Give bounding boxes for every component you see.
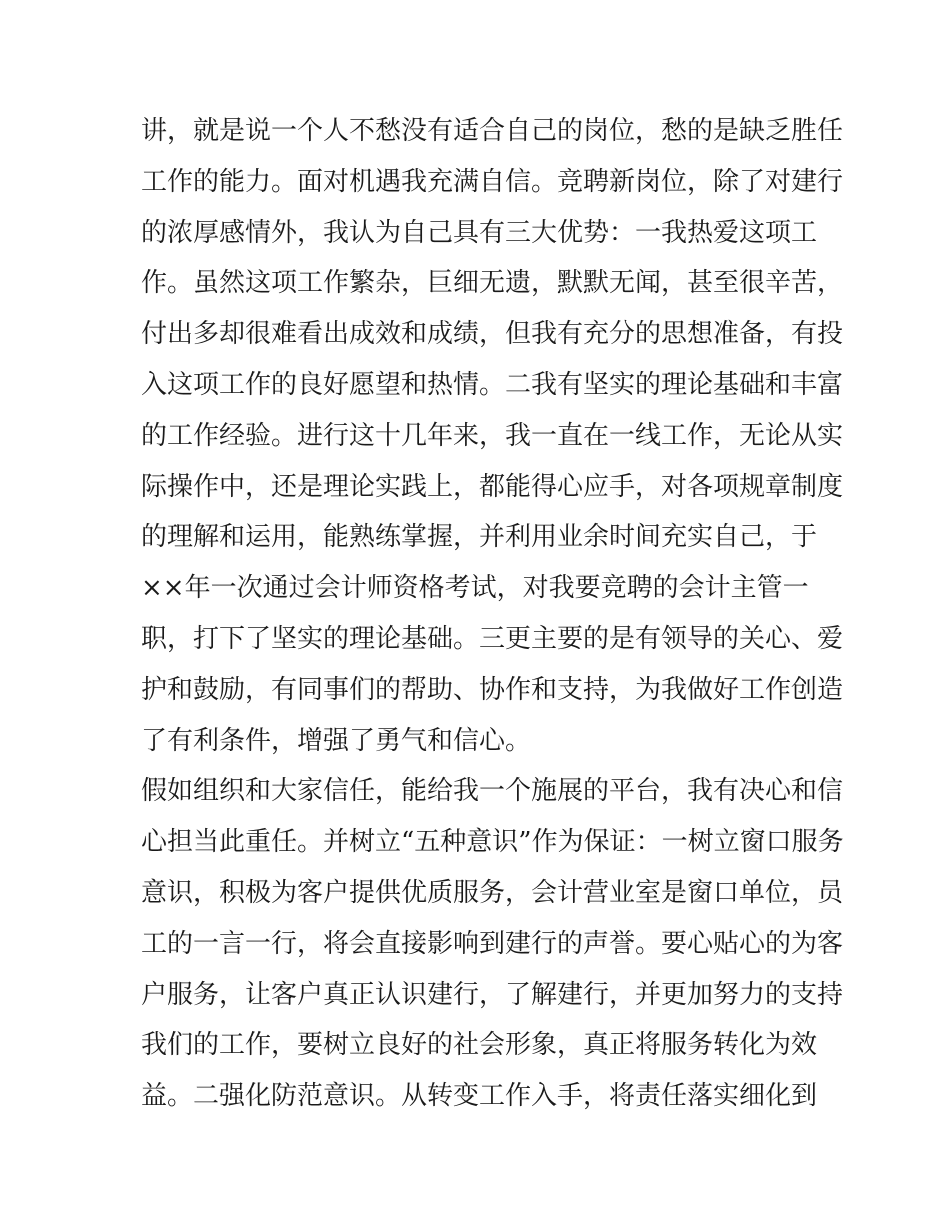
text-line: ××年一次通过会计师资格考试，对我要竞聘的会计主管一: [141, 573, 809, 604]
text-line: 际操作中，还是理论实践上，都能得心应手，对各项规章制度: [141, 471, 844, 502]
text-line: 职，打下了坚实的理论基础。三更主要的是有领导的关心、爱: [141, 623, 844, 654]
text-line: 假如组织和大家信任，能给我一个施展的平台，我有决心和信: [141, 776, 844, 807]
text-line: 户服务，让客户真正认识建行，了解建行，并更加努力的支持: [141, 979, 844, 1010]
text-line: 了有利条件，增强了勇气和信心。: [141, 725, 532, 756]
text-line: 的理解和运用，能熟练掌握，并利用业余时间充实自己，于: [141, 522, 818, 553]
text-line: 的工作经验。进行这十几年来，我一直在一线工作，无论从实: [141, 420, 844, 451]
text-line: 我们的工作，要树立良好的社会形象，真正将服务转化为效: [141, 1030, 818, 1061]
text-line: 工作的能力。面对机遇我充满自信。竞聘新岗位，除了对建行: [141, 166, 844, 197]
text-line: 心担当此重任。并树立“五种意识”作为保证：一树立窗口服务: [141, 827, 844, 858]
text-line: 的浓厚感情外，我认为自己具有三大优势：一我热爱这项工: [141, 217, 818, 248]
text-line: 付出多却很难看出成效和成绩，但我有充分的思想准备，有投: [141, 319, 844, 350]
text-line: 护和鼓励，有同事们的帮助、协作和支持，为我做好工作创造: [141, 674, 844, 705]
text-line: 意识，积极为客户提供优质服务，会计营业室是窗口单位，员: [141, 877, 844, 908]
text-line: 工的一言一行，将会直接影响到建行的声誉。要心贴心的为客: [141, 928, 844, 959]
text-line: 讲，就是说一个人不愁没有适合自己的岗位，愁的是缺乏胜任: [141, 116, 844, 146]
body-text: [141, 106, 844, 1122]
text-line: 作。虽然这项工作繁杂，巨细无遗，默默无闻，甚至很辛苦，: [141, 268, 844, 299]
text-line: 益。二强化防范意识。从转变工作入手，将责任落实细化到: [141, 1081, 818, 1112]
text-line: 入这项工作的良好愿望和热情。二我有坚实的理论基础和丰富: [141, 369, 844, 400]
